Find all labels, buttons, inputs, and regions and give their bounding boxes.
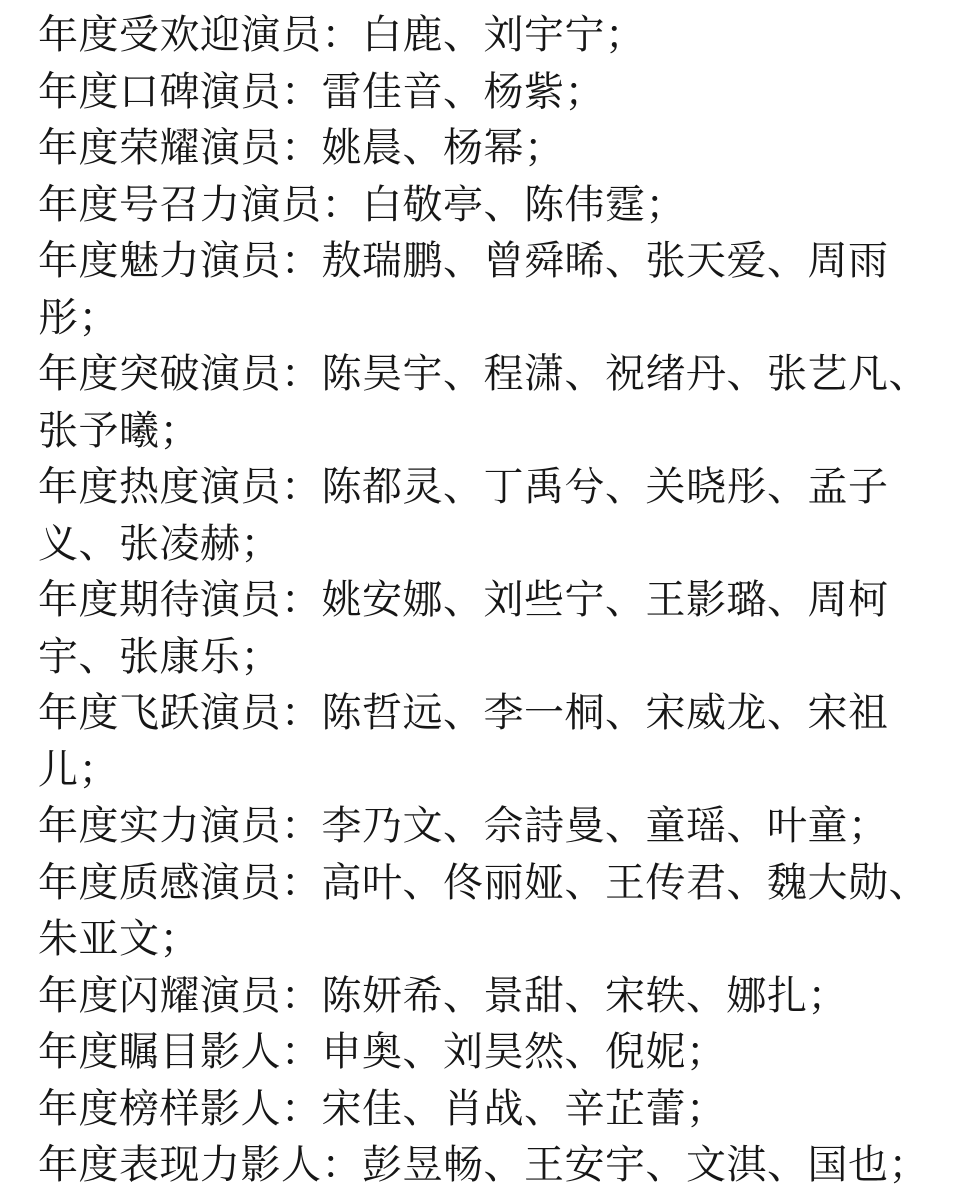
text-line: 儿； — [38, 746, 119, 793]
text-line: 宇、张康乐； — [38, 633, 281, 680]
text-line: 年度实力演员：李乃文、佘詩曼、童瑶、叶童； — [38, 803, 889, 849]
text-line: 年度口碑演员：雷佳音、杨紫； — [38, 68, 605, 115]
text-line: 年度飞跃演员：陈哲远、李一桐、宋威龙、宋祖 — [38, 690, 889, 736]
text-line: 彤； — [38, 294, 119, 341]
text-line: 张予曦； — [38, 407, 200, 454]
text-line: 朱亚文； — [38, 916, 200, 962]
text-line: 年度热度演员：陈都灵、丁禹兮、关晓彤、孟子 — [38, 464, 889, 510]
text-line: 年度闪耀演员：陈妍希、景甜、宋轶、娜扎； — [38, 972, 848, 1019]
text-line: 年度号召力演员：白敬亭、陈伟霆； — [38, 181, 686, 228]
text-line: 年度突破演员：陈昊宇、程潇、祝绪丹、张艺凡、 — [38, 351, 929, 397]
text-line: 年度魅力演员：敖瑞鹏、曾舜晞、张天爱、周雨 — [38, 238, 889, 284]
text-line: 年度表现力影人：彭昱畅、王安宇、文淇、国也； — [38, 1142, 929, 1188]
text-line: 年度荣耀演员：姚晨、杨幂； — [38, 125, 565, 171]
text-line: 年度受欢迎演员：白鹿、刘宇宁； — [38, 12, 646, 58]
text-line: 年度期待演员：姚安娜、刘些宁、王影璐、周柯 — [38, 577, 889, 623]
text-line: 义、张凌赫； — [38, 520, 281, 567]
text-line: 年度榜样影人：宋佳、肖战、辛芷蕾； — [38, 1085, 727, 1132]
text-line: 年度质感演员：高叶、佟丽娅、王传君、魏大勋、 — [38, 859, 929, 906]
text-line: 年度瞩目影人：申奥、刘昊然、倪妮； — [38, 1029, 727, 1075]
award-list — [38, 7, 938, 1194]
